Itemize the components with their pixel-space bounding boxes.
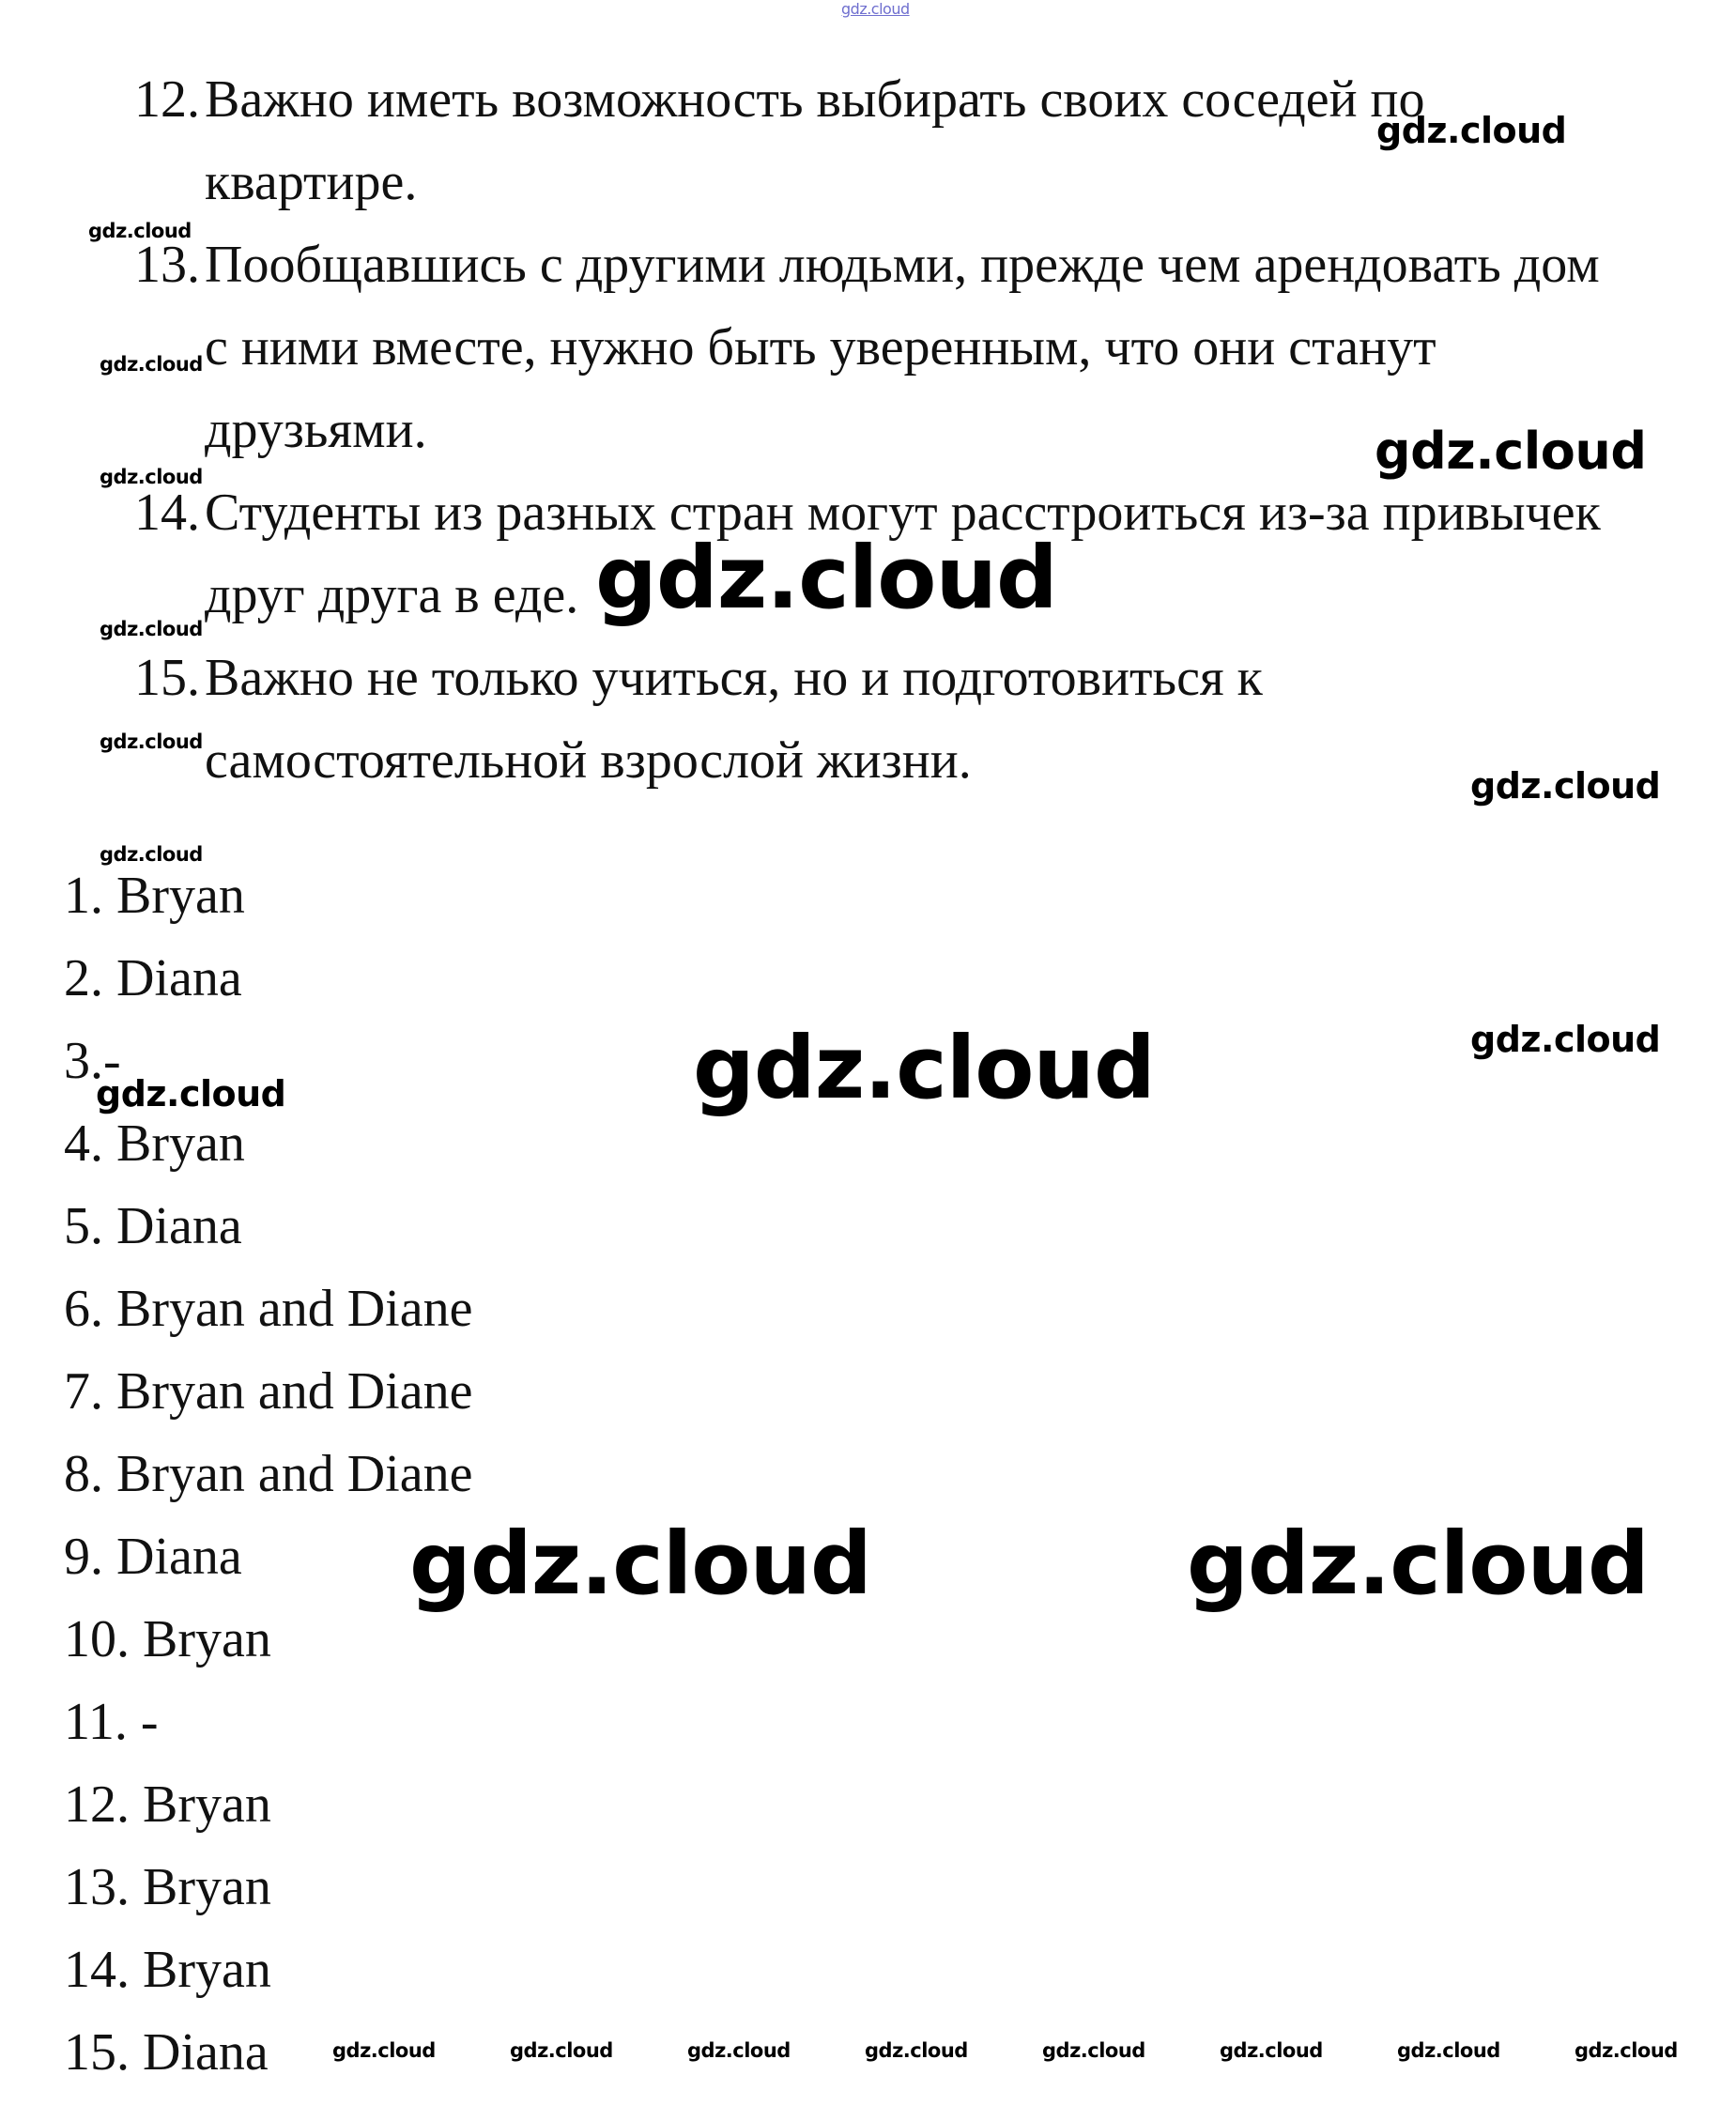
answer-item: 7. Bryan and Diane (64, 1362, 473, 1421)
watermark: gdz.cloud (1187, 1514, 1649, 1614)
watermark: gdz.cloud (1575, 2039, 1678, 2062)
item-text-line: с ними вместе, нужно быть уверенным, что они станут (205, 318, 1436, 377)
watermark: gdz.cloud (841, 0, 910, 18)
answer-item: 14. Bryan (64, 1941, 271, 1999)
answer-item: 1. Bryan (64, 867, 245, 925)
item-text-line: Студенты из разных стран могут расстроиться из-за привычек (205, 484, 1601, 542)
watermark: gdz.cloud (332, 2039, 436, 2062)
watermark: gdz.cloud (1220, 2039, 1323, 2062)
watermark: gdz.cloud (100, 466, 203, 488)
answer-item: 10. Bryan (64, 1610, 271, 1668)
watermark: gdz.cloud (100, 730, 203, 753)
item-text-line: Важно не только учиться, но и подготовиться к (205, 649, 1263, 707)
item-text-line: Важно иметь возможность выбирать своих соседей по (205, 70, 1425, 129)
item-text-line: самостоятельной взрослой жизни. (205, 731, 972, 790)
answer-item: 9. Diana (64, 1528, 242, 1586)
answer-item: 4. Bryan (64, 1114, 245, 1173)
watermark: gdz.cloud (510, 2039, 613, 2062)
watermark: gdz.cloud (693, 1018, 1155, 1118)
answer-item: 6. Bryan and Diane (64, 1280, 473, 1338)
watermark: gdz.cloud (595, 528, 1057, 628)
answer-item: 5. Diana (64, 1197, 242, 1255)
answer-item: 8. Bryan and Diane (64, 1445, 473, 1503)
watermark: gdz.cloud (1397, 2039, 1500, 2062)
watermark: gdz.cloud (100, 843, 203, 866)
watermark: gdz.cloud (1470, 1019, 1661, 1060)
answer-item: 2. Diana (64, 949, 242, 1007)
watermark: gdz.cloud (687, 2039, 791, 2062)
answer-item: 11. - (64, 1693, 159, 1751)
watermark: gdz.cloud (100, 618, 203, 640)
item-text-line: Пообщавшись с другими людьми, прежде чем арендовать дом (205, 236, 1600, 294)
watermark: gdz.cloud (1470, 765, 1661, 807)
answer-item: 12. Bryan (64, 1775, 271, 1834)
item-number: 15. (134, 649, 200, 707)
watermark: gdz.cloud (96, 1073, 286, 1114)
item-text-line: квартире. (205, 153, 418, 211)
watermark: gdz.cloud (1375, 422, 1647, 481)
watermark: gdz.cloud (1042, 2039, 1145, 2062)
item-number: 13. (134, 236, 200, 294)
answer-item: 13. Bryan (64, 1858, 271, 1916)
item-number: 12. (134, 70, 200, 129)
watermark: gdz.cloud (1376, 110, 1567, 151)
item-number: 14. (134, 484, 200, 542)
watermark: gdz.cloud (100, 353, 203, 376)
answer-item: 15. Diana (64, 2023, 269, 2082)
watermark: gdz.cloud (88, 220, 192, 242)
item-text-line: друг друга в еде. (205, 566, 579, 624)
watermark: gdz.cloud (409, 1514, 871, 1614)
item-text-line: друзьями. (205, 401, 427, 459)
watermark: gdz.cloud (865, 2039, 968, 2062)
answer-item: 3.- (64, 1032, 121, 1090)
